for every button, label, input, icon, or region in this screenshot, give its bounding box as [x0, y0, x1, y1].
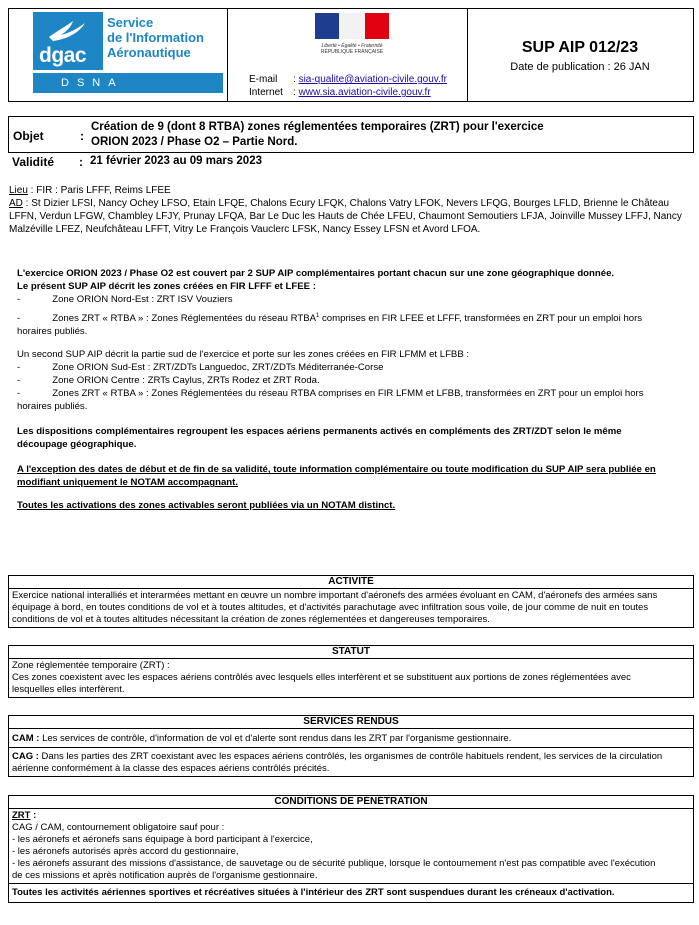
dsna-bar: DSNA: [33, 73, 223, 93]
validity-label: Validité: [12, 155, 55, 169]
publication-date: Date de publication : 26 JAN: [510, 61, 650, 73]
activite-body: [9, 589, 693, 627]
activite-section: [8, 575, 694, 628]
statut-title: STATUT: [9, 646, 693, 659]
conditions-line: CAG / CAM, contournement obligatoire sauf pour :: [12, 822, 225, 833]
service-line: Aéronautique: [107, 45, 191, 60]
contact-cell: [227, 9, 468, 101]
south-zone-3: Zones ZRT « RTBA » : Zones Réglementées du réseau RTBA comprises en FIR LFMM et LFBB, transformées en ZRT pour un emploi hors: [52, 388, 644, 400]
republic-motto: Liberté • Égalité • Fraternité: [321, 43, 383, 49]
conditions-footer: Toutes les activités aériennes sportives et récréatives situées à l'intérieur des ZRT sont suspendues durant les créneaux d'activation.: [9, 883, 693, 902]
north-zone-2b: comprises en FIR LFEE et LFFF, transformées en ZRT pour un emploi hors: [319, 313, 643, 325]
statut-line: lesquelles elles interfèrent.: [12, 684, 125, 695]
cag-row: [9, 747, 693, 776]
object-colon: :: [80, 129, 84, 143]
north-zone-1: Zone ORION Nord-Est : ZRT ISV Vouziers: [52, 294, 233, 305]
internet-link[interactable]: www.sia.aviation-civile.gouv.fr: [298, 87, 431, 98]
activite-title: ACTIVITÉ: [9, 576, 693, 589]
internet-label: Internet: [249, 87, 283, 98]
activite-line: Exercice national interalliés et interarmées mettant en œuvre un nombre important d'aéronefs des armées évoluant en CAM, d'aéronefs des armées sans: [12, 590, 658, 601]
zrt-colon: :: [30, 810, 37, 821]
zrt-label: ZRT: [12, 810, 31, 821]
cam-row: [9, 729, 693, 747]
ad-line: LFFN, Verdun LFGW, Chambley LFJY, Prunay LFQA, Bar Le Duc les Hauts de Chée LFEU, Chaumont Semoutiers LFJA, Joinville Mussey LFFJ, Nancy: [9, 211, 682, 222]
ad-label: AD: [9, 198, 23, 209]
dash: -: [17, 375, 21, 387]
cag-label: CAG :: [12, 751, 39, 762]
dgac-logo-text: dgac: [39, 44, 87, 67]
conditions-line: - les aéronefs autorisés après accord du gestionnaire,: [12, 846, 239, 857]
object-line2: ORION 2023 / Phase O2 – Partie Nord.: [91, 136, 298, 148]
validity-value: 21 février 2023 au 09 mars 2023: [90, 155, 262, 167]
conditions-line: - les aéronefs assurant des missions d'assistance, de sauvetage ou de sécurité publique, lorsque le contournement n'est pas compatible avec l'exécution: [12, 858, 656, 869]
ad-line: Malzéville LFEZ, Neufchâteau LFFT, Vitry Le François Vauclerc LFSK, Nancy Essey LFSN et Avord LFOA.: [9, 224, 481, 235]
conditions-line: - les aéronefs et aéronefs sans équipage à bord participant à l'exercice,: [12, 834, 313, 845]
activite-line: équipage à bord, en toutes conditions de vol et à toutes altitudes, et d'activités parachutage avec infiltration sous voile, de jour comme de nuit en toutes: [12, 602, 649, 613]
statut-line: Ces zones coexistent avec les espaces aériens contrôlés avec lesquels elles interfèrent et se substituent aux portions de zones réglementées avec: [12, 672, 631, 683]
north-zone-2: Zones ZRT « RTBA » : Zones Réglementées du réseau RTBA: [52, 313, 316, 325]
dash: -: [17, 388, 21, 400]
cam-text: Les services de contrôle, d'information de vol et d'alerte sont rendus dans les ZRT par l'organisme gestionnaire.: [39, 733, 512, 744]
footnote-ref: 1: [316, 313, 320, 319]
intro-p4b: découpage géographique.: [17, 439, 137, 451]
marianne-logo: [315, 13, 389, 39]
intro-p6: Toutes les activations des zones activables seront publiées via un NOTAM distinct.: [17, 500, 396, 512]
email-link[interactable]: sia-qualite@aviation-civile.gouv.fr: [298, 74, 447, 85]
intro-p1: L'exercice ORION 2023 / Phase O2 est couvert par 2 SUP AIP complémentaires portant chacun sur une zone géographique donnée.: [17, 268, 615, 279]
intro-p2: Le présent SUP AIP décrit les zones créées en FIR LFFF et LFEE :: [17, 281, 316, 292]
intro-p3: Un second SUP AIP décrit la partie sud de l'exercice et porte sur les zones créées en FIR LFMM et LFBB :: [17, 349, 470, 361]
object-box: [8, 116, 694, 152]
services-title: SERVICES RENDUS: [9, 716, 693, 729]
dgac-logo: [33, 12, 103, 70]
dash: -: [17, 294, 21, 305]
service-name: [107, 15, 204, 60]
intro-block: [17, 267, 693, 512]
dgac-logo-cell: [9, 9, 228, 101]
intro-p5a: A l'exception des dates de début et de fin de sa validité, toute information complémentaire ou toute modification du SUP AIP sera publiée en: [17, 464, 656, 476]
sup-aip-title: SUP AIP 012/23: [521, 39, 639, 56]
lieu-value: : FIR : Paris LFFF, Reims LFEE: [27, 185, 171, 196]
statut-body: [9, 659, 693, 697]
bird-icon: [47, 17, 87, 43]
north-zone-2c: horaires publiés.: [17, 326, 88, 338]
cag-text: Dans les parties des ZRT coexistant avec les espaces aériens contrôlés, les organismes de contrôle habituels rendent, les services de la circulation: [38, 751, 663, 762]
sup-cell: [467, 9, 693, 101]
location-block: [9, 184, 682, 236]
conditions-section: [8, 795, 694, 903]
dash: -: [17, 362, 21, 374]
statut-section: [8, 645, 694, 698]
object-line1: Création de 9 (dont 8 RTBA) zones réglementées temporaires (ZRT) pour l'exercice: [91, 121, 544, 133]
south-zone-1: Zone ORION Sud-Est : ZRT/ZDTs Languedoc, ZRT/ZDTs Méditerranée-Corse: [52, 362, 384, 374]
conditions-line: de ces missions et après notification auprès de l'organisme gestionnaire.: [12, 870, 318, 881]
south-zone-3b: horaires publiés.: [17, 401, 88, 413]
activite-line: conditions de vol et à toutes altitudes nécessitant la création de zones réglementées et dangereuses temporaires.: [12, 614, 490, 625]
statut-line: Zone réglementée temporaire (ZRT) :: [12, 660, 170, 671]
intro-p4a: Les dispositions complémentaires regroupent les espaces aériens permanents activés en compléments des ZRT/ZDT selon le même: [17, 426, 622, 438]
document-header: [8, 8, 694, 102]
lieu-label: Lieu: [9, 185, 28, 196]
service-line: Service: [107, 15, 154, 30]
validity-row: [8, 152, 694, 171]
cag-line2: aérienne conformément à la classe des espaces aériens contrôlés précités.: [12, 763, 330, 774]
services-section: [8, 715, 694, 777]
conditions-body: [9, 809, 693, 883]
cam-label: CAM :: [12, 733, 40, 744]
conditions-title: CONDITIONS DE PÉNÉTRATION: [9, 796, 693, 809]
ad-value: : St Dizier LFSI, Nancy Ochey LFSO, Etain LFQE, Chalons Ecury LFQK, Chalons Vatry LFOK, Nevers LFQG, Bourges LFLD, Brienne le Château: [22, 198, 670, 209]
republic-name: RÉPUBLIQUE FRANÇAISE: [320, 49, 384, 55]
intro-p5b: modifiant uniquement le NOTAM accompagnant.: [17, 477, 239, 489]
validity-colon: :: [79, 155, 83, 169]
email-label: E-mail: [249, 74, 278, 85]
dash: -: [17, 313, 21, 325]
object-label: Objet: [13, 129, 44, 143]
south-zone-2: Zone ORION Centre : ZRTs Caylus, ZRTs Rodez et ZRT Roda.: [52, 375, 320, 387]
service-line: de l'Information: [107, 30, 204, 45]
contact-block: E-mail : sia-qualite@aviation-civile.gouv.fr Internet : www.sia.aviation-civile.gouv.fr: [249, 74, 447, 98]
